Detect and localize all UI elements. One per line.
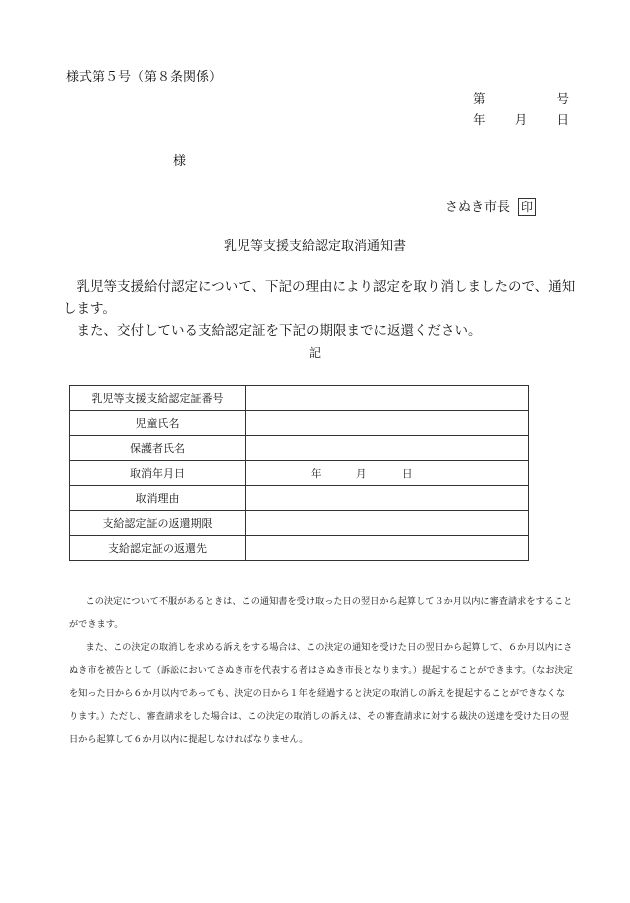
document-title: 乳児等支援支給認定取消通知書 xyxy=(223,239,406,254)
value-cell-cert-number[interactable] xyxy=(246,386,529,411)
ki-marker: 記 xyxy=(308,346,321,360)
seal-mark: 印 xyxy=(518,198,536,216)
info-table xyxy=(69,385,529,561)
reference-number xyxy=(473,89,569,107)
notes-paragraph-1: この決定について不服があるときは、この通知書を受け取った日の翌日から起算して３か月以内に審査請求をすることができます。 xyxy=(69,596,573,630)
body-text xyxy=(63,276,578,342)
cancel-date-day: 日 xyxy=(402,468,413,480)
body-paragraph-1: 乳児等支援給付認定について、下記の理由により認定を取り消しましたので、通知します。 xyxy=(63,279,576,317)
cancel-date-month: 月 xyxy=(356,468,367,480)
table-row xyxy=(70,486,529,511)
appeal-notes xyxy=(69,590,574,751)
table-row xyxy=(70,386,529,411)
body-paragraph-2: また、交付している支給認定証を下記の期限までに返還ください。 xyxy=(76,323,482,339)
value-cell-cancel-date[interactable] xyxy=(246,461,529,486)
table-row xyxy=(70,411,529,436)
value-cell-return-destination[interactable] xyxy=(246,536,529,561)
addressee: 様 xyxy=(173,154,187,169)
issuer-name: さぬき市長 xyxy=(445,200,511,215)
date-month: 月 xyxy=(514,112,528,127)
value-cell-guardian-name[interactable] xyxy=(246,436,529,461)
cancel-date-year: 年 xyxy=(311,468,322,480)
table-row xyxy=(70,511,529,536)
row-label-return-deadline: 支給認定証の返還期限 xyxy=(70,511,246,536)
table-row xyxy=(70,536,529,561)
row-label-cert-number: 乳児等支援支給認定証番号 xyxy=(70,386,246,411)
ref-suffix: 号 xyxy=(556,91,569,106)
value-cell-return-deadline[interactable] xyxy=(246,511,529,536)
issue-date xyxy=(473,110,569,128)
table-row xyxy=(70,436,529,461)
value-cell-cancel-reason[interactable] xyxy=(246,486,529,511)
issuer xyxy=(445,196,536,216)
row-label-cancel-date: 取消年月日 xyxy=(70,461,246,486)
row-label-child-name: 児童氏名 xyxy=(70,411,246,436)
value-cell-child-name[interactable] xyxy=(246,411,529,436)
date-day: 日 xyxy=(556,112,569,127)
form-number: 様式第５号（第８条関係） xyxy=(66,70,223,85)
row-label-return-destination: 支給認定証の返還先 xyxy=(70,536,246,561)
ref-prefix: 第 xyxy=(473,91,486,106)
notes-paragraph-2: また、この決定の取消しを求める訴えをする場合は、この決定の通知を受けた日の翌日から起算して、６か月以内にさぬき市を被告として（訴訟においてさぬき市を代表する者はさぬき市長となります。）提起することができます。（なお決定を知った日から６か月以内であっても、決定の日から１年を経過すると決定の取消しの訴えを提起することができなくなります。）ただし、審査請求をした場合は、この決定の取消しの訴えは、その審査請求に対する裁決の送達を受けた日の翌日から起算して６か月以内に提起しなければなりません。 xyxy=(69,642,573,745)
table-row xyxy=(70,461,529,486)
date-year: 年 xyxy=(473,112,486,127)
row-label-cancel-reason: 取消理由 xyxy=(70,486,246,511)
row-label-guardian-name: 保護者氏名 xyxy=(70,436,246,461)
